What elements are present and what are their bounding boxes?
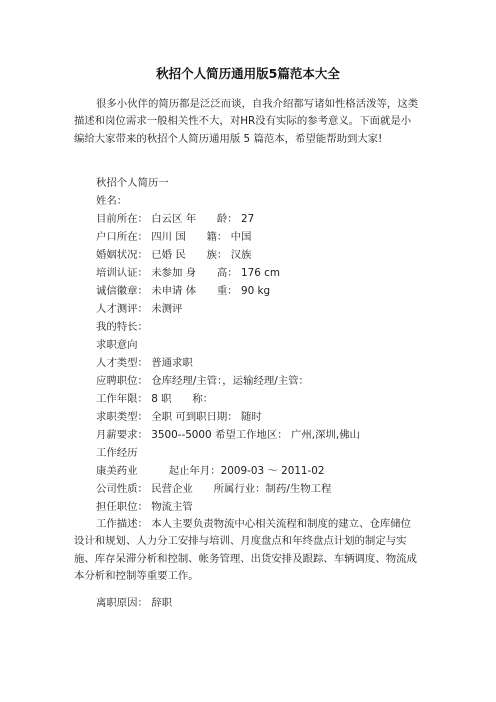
document-title: 秋招个人简历通用版5篇范本大全	[156, 66, 340, 81]
field-leave-reason: 离职原因： 辞职	[96, 597, 173, 609]
field-marital-ethnicity: 婚姻状况： 已婚 民 族： 汉族	[96, 249, 252, 261]
intro-paragraph: 很多小伙伴的简历都是泛泛而谈，自我介绍都写诸如性格活泼等，这类描述和岗位需求一般相关性不大，对HR没有实际的参考意义。下面就是小编给大家带来的秋招个人简历通用版 5 篇范本，希望能帮助到大家!	[74, 98, 419, 145]
field-role: 担任职位： 物流主管	[96, 501, 193, 513]
field-assessment: 人才测评： 未测评	[96, 303, 183, 315]
section-job-intent: 求职意向	[96, 339, 138, 351]
resume-heading: 秋招个人简历一	[96, 177, 169, 189]
field-name: 姓名：	[96, 195, 128, 207]
field-company-dates: 康美药业 起止年月：2009-03 ～ 2011-02	[96, 465, 325, 477]
field-job-type: 求职类型： 全职 可到职日期： 随时	[96, 411, 262, 423]
section-work-experience: 工作经历	[96, 447, 138, 459]
field-years-title: 工作年限： 8 职 称：	[96, 393, 214, 405]
field-location-age: 目前所在： 白云区 年 龄： 27	[96, 213, 255, 225]
field-training-height: 培训认证： 未参加 身 高： 176 cm	[96, 267, 280, 279]
field-hukou-nationality: 户口所在： 四川 国 籍： 中国	[96, 231, 252, 243]
field-talent-type: 人才类型： 普通求职	[96, 357, 193, 369]
field-specialty: 我的特长：	[96, 321, 148, 333]
field-company-type: 公司性质： 民营企业 所属行业：制药/生物工程	[96, 483, 332, 495]
field-position: 应聘职位： 仓库经理/主管：，运输经理/主管：	[96, 375, 309, 387]
work-description: 工作描述： 本人主要负责物流中心相关流程和制度的建立、仓库储位设计和规划、人力分工安排与培训、月度盘点和年终盘点计划的制定与实施、库存呆滞分析和控制、帐务管理、出货安排及跟踪、车辆调度、物流成本分析和控制等重要工作。	[74, 518, 417, 583]
field-badge-weight: 诚信徽章： 未申请 体 重： 90 kg	[96, 285, 271, 297]
field-salary-region: 月薪要求： 3500--5000 希望工作地区： 广州,深圳,佛山	[96, 429, 360, 441]
